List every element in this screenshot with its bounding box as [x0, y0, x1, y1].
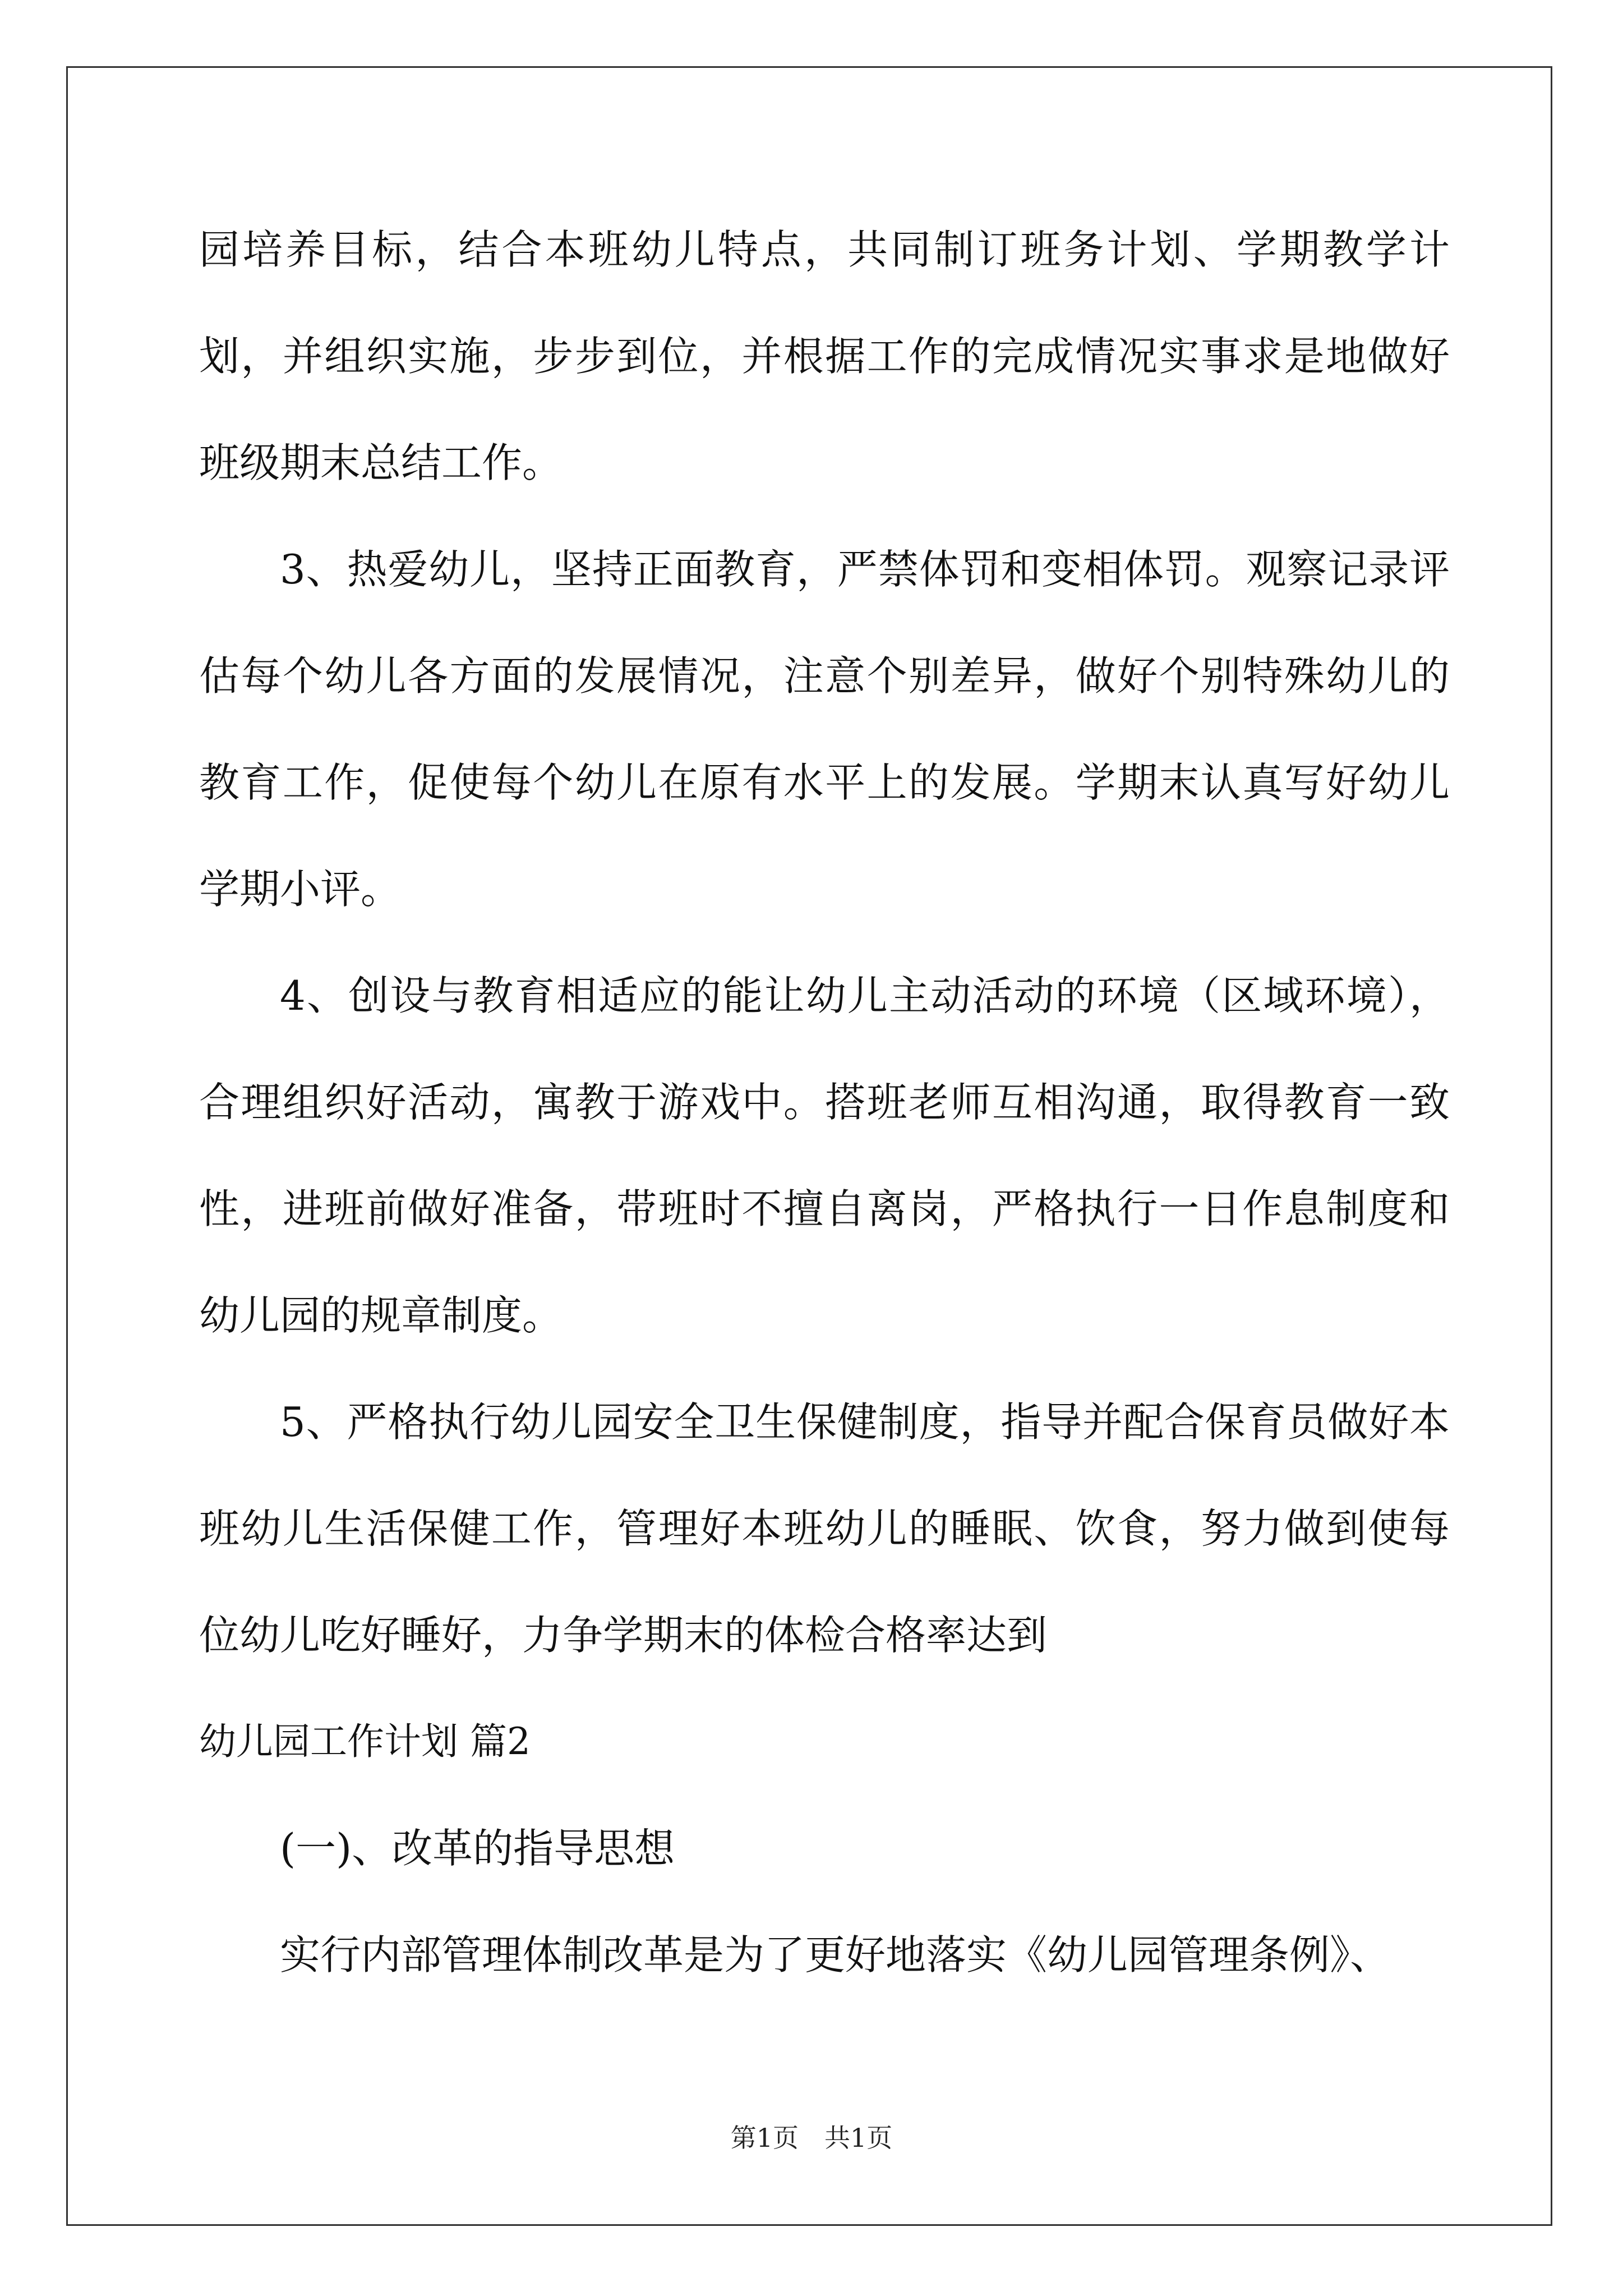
paragraph-2: 3、热爱幼儿，坚持正面教育，严禁体罚和变相体罚。观察记录评估每个幼儿各方面的发展情况，注意个别差异，做好个别特殊幼儿的教育工作，促使每个幼儿在原有水平上的发展。学期末认真写好幼儿学期小评。	[199, 546, 1450, 913]
subheading: (一)、改革的指导思想	[280, 1825, 675, 1872]
paragraph-3: 4、创设与教育相适应的能让幼儿主动活动的环境（区域环境），合理组织好活动，寓教于游戏中。搭班老师互相沟通，取得教育一致性，进班前做好准备，带班时不擅自离岗，严格执行一日作息制度和幼儿园的规章制度。	[199, 972, 1450, 1339]
paragraph-5: 实行内部管理体制改革是为了更好地落实《幼儿园管理条例》、	[280, 1931, 1391, 1978]
paragraph-1: 园培养目标，结合本班幼儿特点，共同制订班务计划、学期教学计划，并组织实施，步步到位，并根据工作的完成情况实事求是地做好班级期末总结工作。	[199, 226, 1450, 486]
paragraph-4: 5、严格执行幼儿园安全卫生保健制度，指导并配合保育员做好本班幼儿生活保健工作，管理好本班幼儿的睡眠、饮食，努力做到使每位幼儿吃好睡好，力争学期末的体检合格率达到	[199, 1398, 1450, 1659]
page-footer: 第1页 共1页	[730, 2123, 893, 2153]
document-body	[199, 196, 1450, 2008]
section-heading: 幼儿园工作计划 篇2	[199, 1720, 531, 1763]
